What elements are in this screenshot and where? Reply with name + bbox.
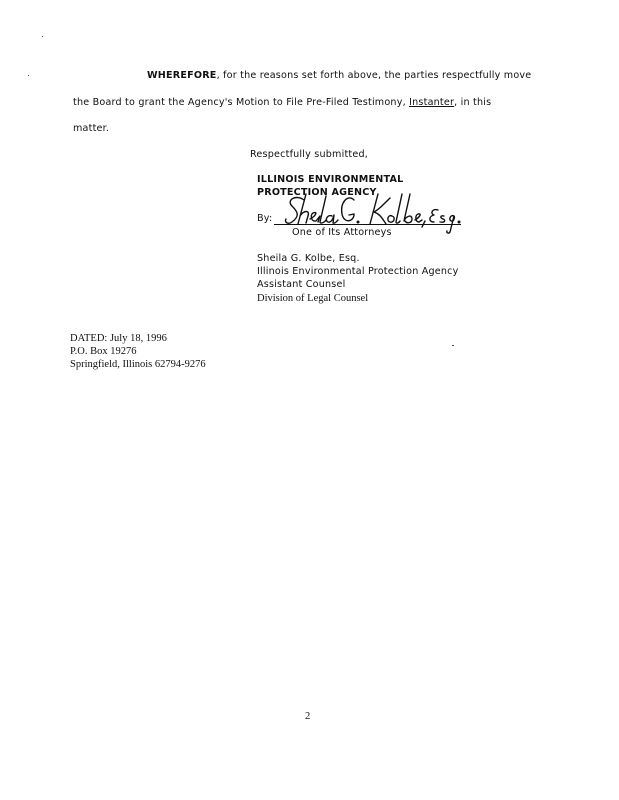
by-label: By:: [257, 213, 273, 224]
page-number: 2: [305, 711, 311, 722]
attorney-division: Division of Legal Counsel: [257, 293, 369, 304]
instanter-term: Instanter: [409, 97, 455, 108]
attorney-organization: Illinois Environmental Protection Agency: [257, 266, 459, 277]
paragraph-line-2-tail: , in this: [454, 97, 492, 108]
scan-speck: [452, 345, 454, 346]
scan-speck: [28, 75, 29, 76]
paragraph-line-3: matter.: [73, 123, 110, 134]
paragraph-line-1-text: , for the reasons set forth above, the parties respectfully move: [216, 70, 532, 81]
attorney-name: Sheila G. Kolbe, Esq.: [257, 253, 360, 264]
po-box-line: P.O. Box 19276: [70, 346, 137, 357]
wherefore-lead: WHEREFORE: [147, 70, 217, 81]
attorney-caption: One of Its Attorneys: [292, 227, 392, 238]
paragraph-line-2: [73, 97, 491, 108]
scan-speck: [42, 36, 43, 37]
paragraph-line-1: [147, 70, 531, 81]
closing-text: Respectfully submitted,: [250, 149, 369, 160]
attorney-title: Assistant Counsel: [257, 279, 346, 290]
paragraph-line-2-text: the Board to grant the Agency's Motion to File Pre-Filed Testimony,: [73, 97, 410, 108]
city-line: Springfield, Illinois 62794-9276: [70, 359, 206, 370]
agency-name-line-1: ILLINOIS ENVIRONMENTAL: [257, 174, 404, 185]
dated-line: DATED: July 18, 1996: [70, 333, 167, 344]
signature-line: [274, 224, 461, 225]
agency-name-line-2: PROTECTION AGENCY: [257, 187, 377, 198]
